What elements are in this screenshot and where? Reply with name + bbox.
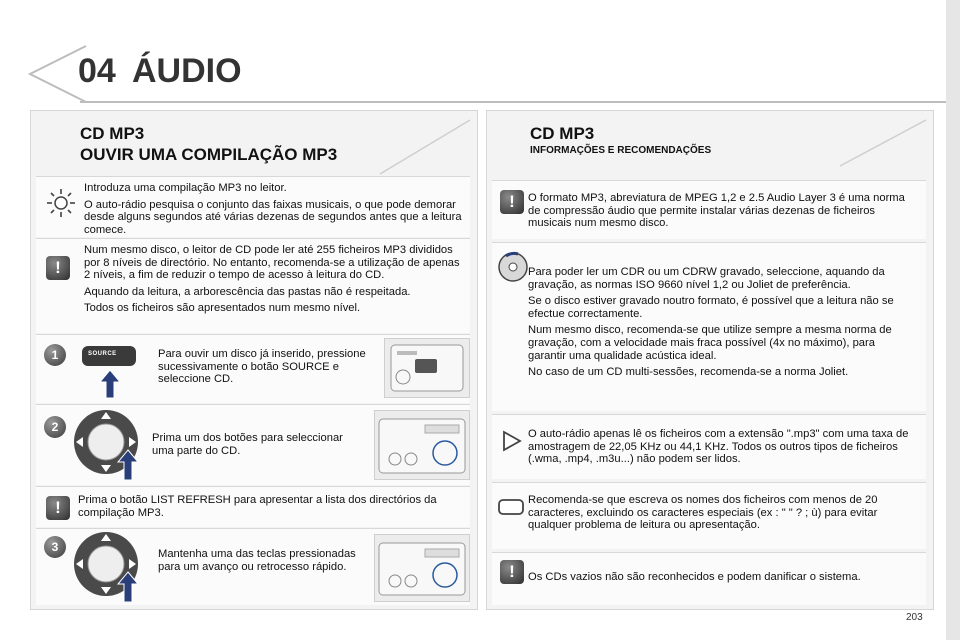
left-title-swoosh [360,118,472,176]
info-paragraph: Para poder ler um CDR ou um CDRW gravado, seleccione, aquando da gravação, as normas ISO 9660 nível 1,2 ou Joliet de preferência. [528,266,885,291]
exclamation-icon: ! [500,190,524,214]
step-number-badge: 1 [44,344,66,366]
info-paragraph: Os CDs vazios não são reconhecidos e podem danificar o sistema. [528,571,861,583]
list-refresh-text: Prima o botão LIST REFRESH para apresentar a lista dos directórios da compilação MP3. [78,494,437,519]
info-paragraph: No caso de um CD multi-sessões, recomenda-se a norma Joliet. [528,366,849,379]
info-text [528,494,912,536]
exclamation-icon: ! [46,256,70,280]
step-2-text: Prima um dos botões para seleccionar uma parte do CD. [152,432,343,457]
warning-paragraph: Num mesmo disco, o leitor de CD pode ler até 255 ficheiros MP3 divididos por 8 níveis de directório. No entanto, recomenda-se a utilização de apenas 2 níveis, a fim de reduzir o tempo de acesso à leitura do CD. [84,244,460,282]
right-title-swoosh [820,118,928,168]
page-number: 203 [906,612,923,623]
intro-paragraph: Introduza uma compilação MP3 no leitor. [84,182,287,194]
info-paragraph: Recomenda-se que escreva os nomes dos ficheiros com menos de 20 caracteres, excluindo os caracteres especiais (ex : " " ? ; ù) para evitar qualquer problema de leitura ou apresentação. [528,494,878,532]
rectangle-icon [494,490,528,524]
chapter-title: ÁUDIO [132,52,242,90]
page-edge-strip [946,0,960,640]
exclamation-icon: ! [46,496,70,520]
right-title: CD MP3 [530,124,595,143]
source-button-icon [80,340,140,400]
arrow-keypad-icon [70,406,148,482]
warning-paragraph: Aquando da leitura, a arborescência das pastas não é respeitada. [84,285,411,298]
radio-face-icon [375,535,469,601]
info-text [528,192,908,234]
cd-icon [496,250,530,284]
warning-text [84,244,464,319]
radio-face-icon [375,411,469,479]
intro-paragraph: O auto-rádio pesquisa o conjunto das faixas musicais, o que pode demorar desde alguns segundos até várias dezenas de segundos antes que a leitura comece. [84,198,462,236]
left-title-line1: CD MP3 [80,124,145,143]
info-paragraph: O formato MP3, abreviatura de MPEG 1,2 e 2.5 Audio Layer 3 é uma norma de compressão áudio que permite instalar várias dezenas de ficheiros musicais num mesmo disco. [528,192,905,230]
right-subtitle: INFORMAÇÕES E RECOMENDAÇÕES [530,145,712,156]
step-number-badge: 2 [44,416,66,438]
step-number-badge: 3 [44,536,66,558]
header-rule [80,101,946,103]
step-3-text: Mantenha uma das teclas pressionadas para um avanço ou retrocesso rápido. [158,548,356,573]
exclamation-icon: ! [500,560,524,584]
play-icon [494,424,528,458]
intro-text [84,182,464,240]
info-text [528,428,912,470]
source-button-label: SOURCE [88,351,117,357]
step-1-text: Para ouvir um disco já inserido, pressione sucessivamente o botão SOURCE e seleccione CD. [158,348,366,386]
chapter-number: 04 [78,52,116,90]
radio-thumbnail-source [384,338,470,398]
arrow-keypad-icon [70,528,148,604]
radio-thumbnail-keypad [374,534,470,602]
radio-face-icon [385,339,469,397]
sun-icon [44,186,78,220]
info-text [528,266,912,383]
info-paragraph: Se o disco estiver gravado noutro formato, é possível que a leitura não se efectue correctamente. [528,295,894,320]
warning-paragraph: Todos os ficheiros são apresentados num mesmo nível. [84,302,361,315]
radio-thumbnail-keypad [374,410,470,480]
info-paragraph: O auto-rádio apenas lê os ficheiros com a extensão ".mp3" com uma taxa de amostragem de 22,05 KHz ou 44,1 KHz. Todos os outros tipos de ficheiros (.wma, .mp4, .m3u...) não podem ser lidos. [528,428,909,466]
left-title-line2: OUVIR UMA COMPILAÇÃO MP3 [80,145,338,164]
info-text [528,571,912,588]
info-paragraph: Num mesmo disco, recomenda-se que utilize sempre a mesma norma de gravação, com a velocidade mais fraca possível (4x no máximo), para garantir uma qualidade acústica ideal. [528,324,892,362]
